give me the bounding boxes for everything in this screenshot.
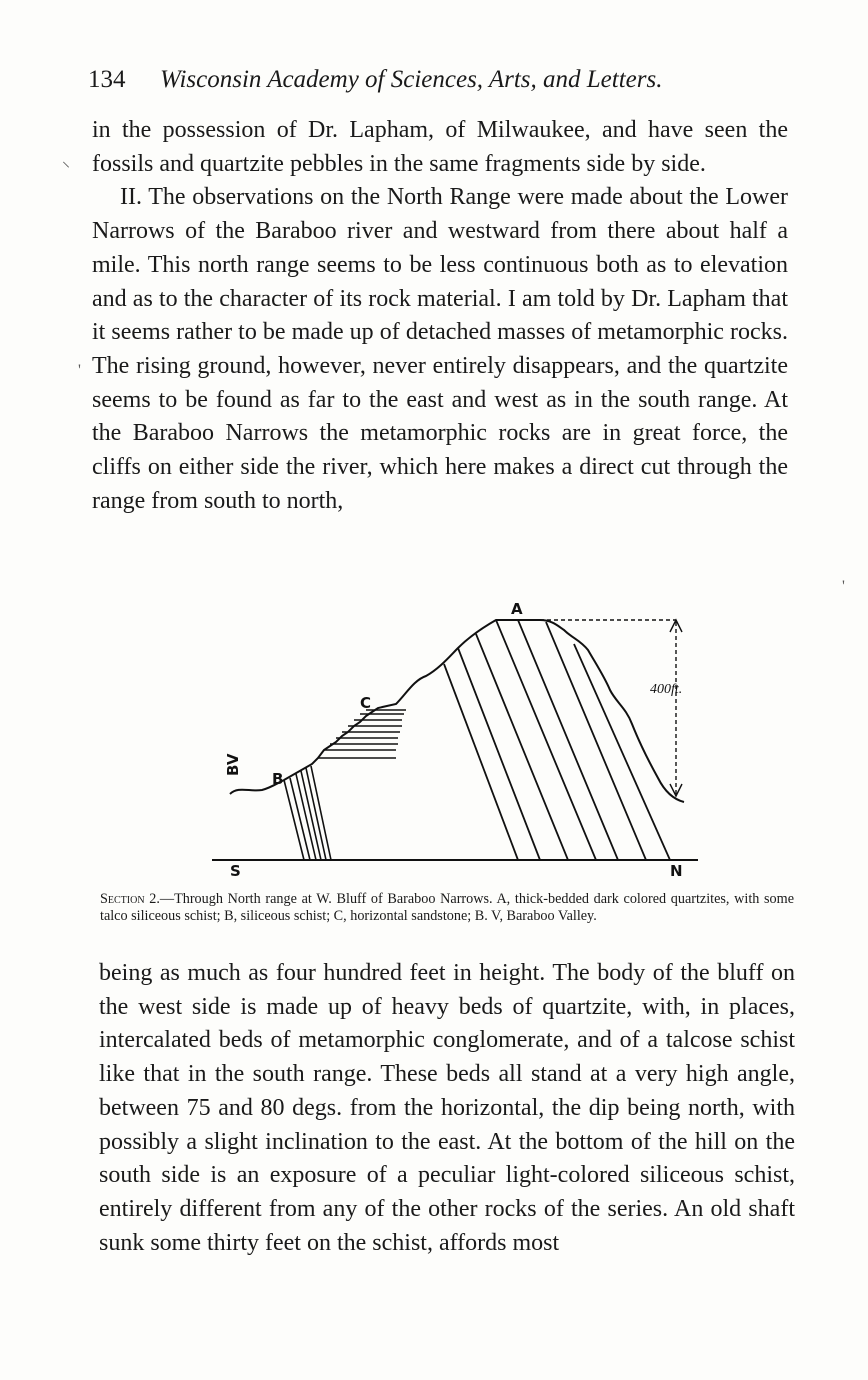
- margin-pencil-mark: ': [842, 578, 845, 595]
- label-a: A: [511, 600, 523, 618]
- label-b: B: [272, 770, 284, 788]
- figure-caption: [100, 891, 794, 925]
- schist-beds-b: [284, 766, 331, 860]
- paragraph: II. The observations on the North Range were made about the Lower Narrows of the Baraboo river and westward from there about half a mile. This north range seems to be less continuous both as to elevation and as to the character of its rock material. I am told by Dr. Lapham that it seems rather to be made up of detached masses of metamorphic rocks. The rising ground, however, never entirely disappears, and the quartzite seems to be found as far to the east and west as in the south range. At the Baraboo Narrows the metamorphic rocks are in great force, the cliffs on either side the river, which here makes a direct cut through the range from south to north,: [92, 184, 788, 514]
- label-height: 400ft.: [650, 682, 683, 697]
- page-number: 134: [88, 66, 126, 93]
- margin-pencil-mark: ': [78, 362, 81, 379]
- label-bv: BV: [224, 753, 242, 776]
- geological-section-figure: [200, 598, 720, 880]
- margin-pencil-mark: ⸌: [62, 160, 71, 177]
- label-c: C: [360, 694, 372, 712]
- label-n: N: [670, 862, 683, 880]
- paragraph: in the possession of Dr. Lapham, of Milwaukee, and have seen the fossils and quartzite pebbles in the same fragments side by side.: [92, 117, 788, 177]
- sandstone-beds-c: [318, 710, 406, 758]
- caption-label: Section 2.: [100, 891, 160, 907]
- body-text-top: [92, 114, 788, 518]
- quartzite-beds-a: [444, 620, 670, 860]
- body-text-bottom: [99, 957, 795, 1260]
- section-diagram: [200, 598, 720, 880]
- paragraph: being as much as four hundred feet in height. The body of the bluff on the west side is made up of heavy beds of quartzite, with, in places, intercalated beds of metamorphic conglomerate, and of a talcose schist like that in the south range. These beds all stand at a very high angle, between 75 and 80 degs. from the horizontal, the dip being north, with possibly a slight inclination to the east. At the bottom of the hill on the south side is an exposure of a peculiar light-colored siliceous schist, entirely different from any of the other rocks of the series. An old shaft sunk some thirty feet on the schist, affords most: [99, 960, 795, 1256]
- caption-text: —Through North range at W. Bluff of Baraboo Narrows. A, thick-bedded dark colored quartzites, with some talco siliceous schist; B, siliceous schist; C, horizontal sandstone; B. V, Baraboo Valley.: [100, 891, 794, 924]
- running-head: [88, 66, 788, 100]
- hill-profile: [284, 620, 684, 802]
- label-s: S: [230, 862, 241, 880]
- journal-title: Wisconsin Academy of Sciences, Arts, and Letters.: [160, 66, 663, 93]
